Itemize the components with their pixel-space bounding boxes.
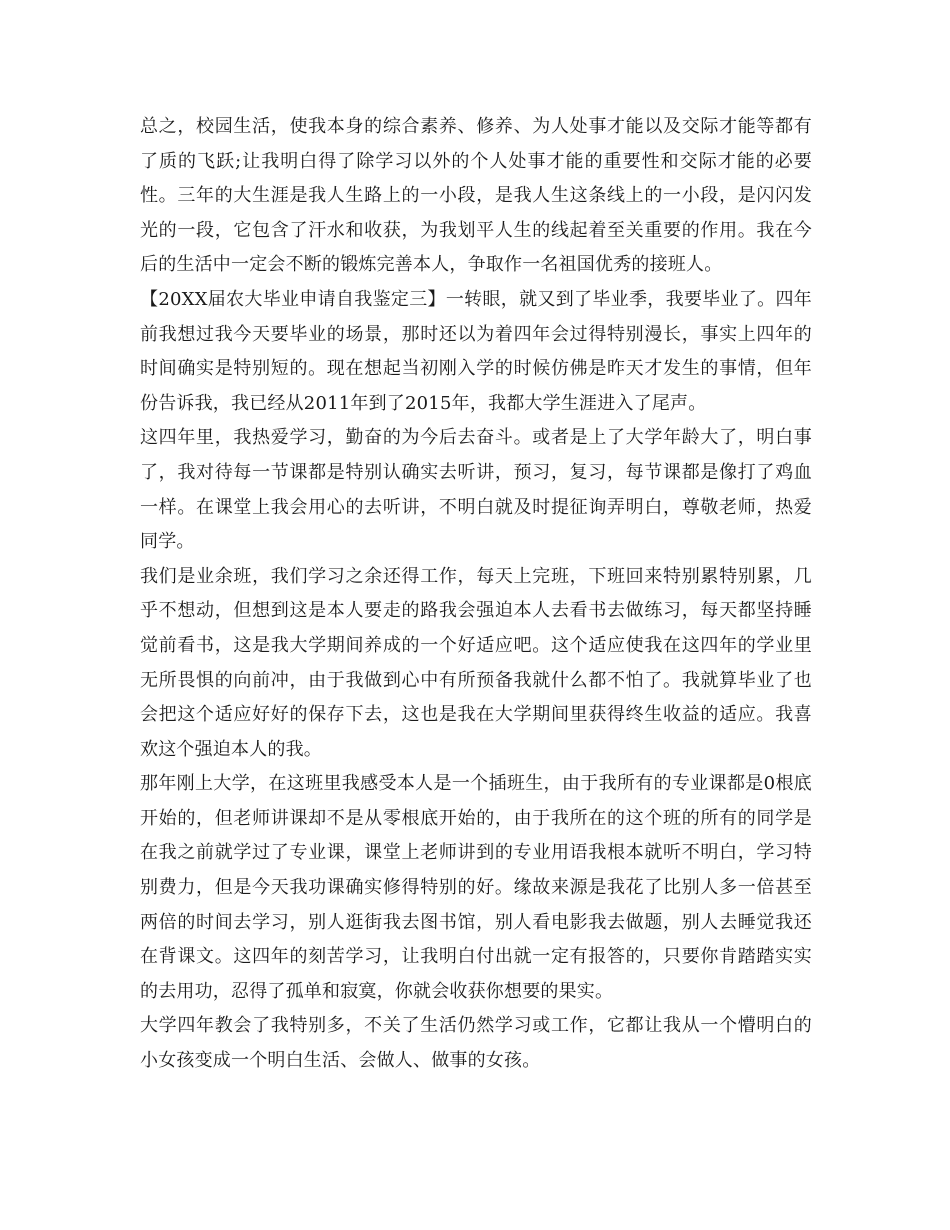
paragraph-closing: 大学四年教会了我特别多，不关了生活仍然学习或工作，它都让我从一个懵明白的小女孩变成一个明白生活、会做人、做事的女孩。 xyxy=(140,1015,812,1072)
paragraph-first-year: 那年刚上大学，在这班里我感受本人是一个插班生，由于我所有的专业课都是0根底开始的，但老师讲课却不是从零根底开始的，由于我所在的这个班的所有的同学是在我之前就学过了专业课，课堂上老师讲到的专业用语我根本就听不明白，学习特别费力，但是今天我功课确实修得特别的好。缘故来源是我花了比别人多一倍甚至两倍的时间去学习，别人逛街我去图书馆，别人看电影我去做题，别人去睡觉我还在背课文。这四年的刻苦学习，让我明白付出就一定有报答的，只要你肯踏踏实实的去用功，忍得了孤单和寂寞，你就会收获你想要的果实。 xyxy=(140,773,812,1002)
paragraph-conclusion: 总之，校园生活，使我本身的综合素养、修养、为人处事才能以及交际才能等都有了质的飞跃;让我明白得了除学习以外的个人处事才能的重要性和交际才能的必要性。三年的大生涯是我人生路上的一小段，是我人生这条线上的一小段，是闪闪发光的一段，它包含了汗水和收获，为我划平人生的线起着至关重要的作用。我在今后的生活中一定会不断的锻炼完善本人，争取作一名祖国优秀的接班人。 xyxy=(140,116,812,276)
paragraph-part-time-class: 我们是业余班，我们学习之余还得工作，每天上完班，下班回来特别累特别累，几乎不想动，但想到这是本人要走的路我会强迫本人去看书去做练习，每天都坚持睡觉前看书，这是我大学期间养成的一个好适应吧。这个适应使我在这四年的学业里无所畏惧的向前冲，由于我做到心中有所预备我就什么都不怕了。我就算毕业了也会把这个适应好好的保存下去，这也是我在大学期间里获得终生收益的适应。我喜欢这个强迫本人的我。 xyxy=(140,565,812,760)
paragraph-self-assessment-three: 【20XX届农大毕业申请自我鉴定三】一转眼，就又到了毕业季，我要毕业了。四年前我想过我今天要毕业的场景，那时还以为着四年会过得特别漫长，事实上四年的时间确实是特别短的。现在想起当初刚入学的时候仿佛是昨天才发生的事情，但年份告诉我，我已经从2011年到了2015年，我都大学生涯进入了尾声。 xyxy=(140,288,812,414)
document-body xyxy=(140,110,812,1079)
paragraph-study-habits: 这四年里，我热爱学习，勤奋的为今后去奋斗。或者是上了大学年龄大了，明白事了，我对待每一节课都是特别认确实去听讲，预习，复习，每节课都是像打了鸡血一样。在课堂上我会用心的去听讲，不明白就及时提征询弄明白，尊敬老师，热爱同学。 xyxy=(140,427,812,553)
